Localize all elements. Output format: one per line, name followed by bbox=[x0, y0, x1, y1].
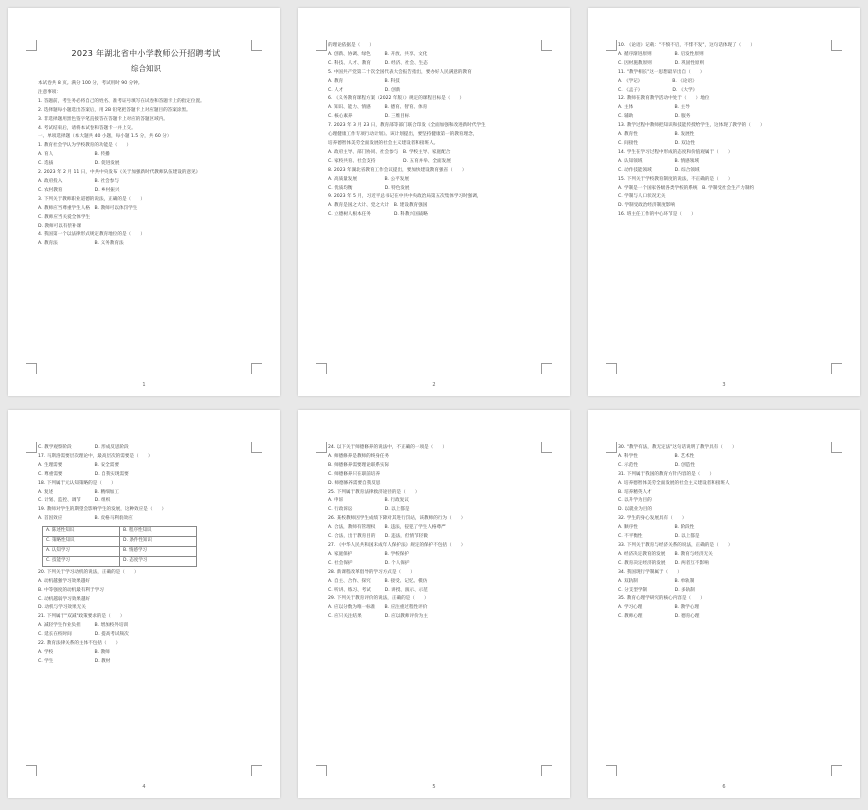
text-line: C. 以升学为目的 bbox=[618, 498, 652, 504]
text-line: 34. 我国现行学制属于（ ） bbox=[618, 569, 682, 575]
text-line: 12. 教师在教育教学活动中处于（ ）地位 bbox=[618, 96, 710, 102]
page-number: 3 bbox=[722, 382, 726, 388]
text-line: 1. 答题前，考生务必将自己的姓名、准考证号填写在试卷和答题卡上的指定位置。 bbox=[38, 98, 205, 104]
text-line: A. 家庭保护 B. 学校保护 bbox=[328, 551, 409, 557]
document-page-1 bbox=[8, 8, 280, 396]
text-line: C. 动作技能领域 D. 综合领域 bbox=[618, 167, 700, 173]
text-line: B. 师德修养需要理论联系实际 bbox=[328, 462, 390, 468]
text-line: 本试卷共 8 页。满分 100 分，考试用时 90 分钟。 bbox=[38, 81, 143, 86]
crop-mark bbox=[251, 442, 262, 453]
crop-mark bbox=[26, 765, 37, 776]
document-page-2 bbox=[298, 8, 570, 396]
text-line: C. 教师应当关爱全体学生 bbox=[38, 214, 91, 220]
crop-mark bbox=[606, 765, 617, 776]
text-line: C. 分支型学制 D. 多轨制 bbox=[618, 587, 695, 593]
text-line: 7. 2023 年 3 月 23 日，教育部等部门联合印发《全面加强和改进新时代学生 bbox=[328, 123, 486, 129]
table-cell: B. 程序性知识 bbox=[120, 527, 197, 537]
table-cell: C. 技能学习 bbox=[43, 556, 120, 566]
crop-mark bbox=[26, 40, 37, 51]
text-line: 16. 班主任工作的中心环节是（ ） bbox=[618, 212, 696, 218]
text-line: A. 《学记》 B. 《论语》 bbox=[618, 78, 697, 84]
text-line: D. 以就业为目的 bbox=[618, 507, 653, 513]
text-line: C. 教学观察阶段 D. 形成反思阶段 bbox=[38, 445, 129, 450]
text-line: A. 教育 B. 科技 bbox=[328, 78, 400, 84]
crop-mark bbox=[606, 442, 617, 453]
text-line: 的理论依据是（ ） bbox=[328, 43, 374, 48]
table-row bbox=[43, 537, 197, 547]
text-line: 22. 教育法律关系的主体不包括（ ） bbox=[38, 641, 121, 647]
table-cell: B. 情感学习 bbox=[120, 546, 197, 556]
page-number: 5 bbox=[432, 784, 436, 790]
page-subtitle: 综合知识 bbox=[131, 64, 161, 73]
page-number: 2 bbox=[432, 382, 436, 388]
text-line: A. 主体 B. 主导 bbox=[618, 105, 690, 111]
text-line: C. 学制与人口状况无关 bbox=[618, 194, 666, 200]
text-line: B. 中等强度的动机最有利于学习 bbox=[38, 587, 104, 593]
crop-mark bbox=[541, 765, 552, 776]
text-line: C. 社会保护 D. 个人保护 bbox=[328, 560, 410, 566]
body-text bbox=[328, 444, 544, 622]
text-line: C. 应只关注结果 D. 应以教师评价为主 bbox=[328, 614, 428, 620]
text-line: A. 减轻学生作业负担 B. 增加校外培训 bbox=[38, 623, 129, 629]
text-line: A. 生理需要 B. 安全需要 bbox=[38, 462, 119, 468]
crop-mark bbox=[316, 40, 327, 51]
text-line: 10. 《论语》记载："不愤不启，不悱不发"，这句话体现了（ ） bbox=[618, 43, 756, 48]
crop-mark bbox=[251, 40, 262, 51]
body-text bbox=[38, 80, 254, 249]
document-page-3 bbox=[588, 8, 860, 396]
text-line: 24. 以下关于师德修养的说法中，不正确的一项是（ ） bbox=[328, 445, 448, 450]
text-line: D. 教师可以有偿补课 bbox=[38, 223, 82, 229]
crop-mark bbox=[316, 442, 327, 453]
text-line: A. 教师应当尊重学生人格 B. 教师可以体罚学生 bbox=[38, 205, 138, 211]
text-line: A. 知识、能力、情感 B. 德育、智育、体育 bbox=[328, 105, 428, 111]
table-row bbox=[43, 546, 197, 556]
text-line: 20. 下列关于学习动机的说法，正确的是（ ） bbox=[38, 569, 139, 575]
text-line: 2. 选择题每小题选出答案后，用 2B 铅笔把答题卡上对应题目的答案涂黑。 bbox=[38, 107, 191, 113]
table-cell: A. 陈述性知识 bbox=[43, 527, 120, 537]
text-line: A. 师德修养是教师的终身任务 bbox=[328, 453, 390, 459]
text-line: C. 教育决定经济的发展 D. 两者互不影响 bbox=[618, 560, 709, 566]
text-line: 5. 中国共产党第二十次全国代表大会报告指出，要办好人民满意的教育 bbox=[328, 69, 472, 75]
text-line: A. 学校 B. 教师 bbox=[38, 649, 110, 655]
text-line: A. 认知领域 B. 情感领域 bbox=[618, 158, 699, 164]
text-line: 19. 教师对学生的期望会影响学生的发展，这种效应是（ ） bbox=[38, 507, 167, 513]
text-line: A. 循序渐进原则 B. 启发性原则 bbox=[618, 51, 704, 57]
text-line: C. 家校共育、社会支持 D. 五育并举、全面发展 bbox=[328, 158, 451, 164]
text-line: 4. 考试结束后，请将本试卷和答题卡一并上交。 bbox=[38, 125, 136, 131]
text-line: A. 经济决定教育的发展 B. 教育与经济无关 bbox=[618, 551, 713, 557]
text-line: C. 辅助 D. 服务 bbox=[618, 114, 691, 120]
text-line: 13. 教学过程中教师把知识和技能传授给学生，这体现了教学的（ ） bbox=[618, 123, 765, 129]
text-line: C. 计划、监控、调节 D. 组织 bbox=[38, 498, 111, 504]
text-line: A. 学制是一个国家各级各类学校的系统 B. 学制受社会生产力制约 bbox=[618, 185, 755, 191]
text-line: C. 不平衡性 D. 以上都是 bbox=[618, 534, 700, 540]
crop-mark bbox=[251, 363, 262, 374]
text-line: 21. 下列属于"双减"政策要求的是（ ） bbox=[38, 614, 125, 620]
table-row bbox=[43, 527, 197, 537]
text-line: C. 听讲、练习、考试 D. 讲授、演示、示范 bbox=[328, 587, 428, 593]
text-line: A. 合法，教师有管理权 B. 违法，侵犯了学生人格尊严 bbox=[328, 525, 446, 531]
text-line: C. 行政诉讼 D. 以上都是 bbox=[328, 507, 410, 513]
text-line: 27. 《中华人民共和国未成年人保护法》规定的保护不包括（ ） bbox=[328, 542, 466, 548]
text-line: A. 应以分数为唯一标准 B. 应注重过程性评价 bbox=[328, 605, 428, 611]
text-line: A. 教育是国之大计、党之大计 B. 建设教育强国 bbox=[328, 203, 428, 209]
crop-mark bbox=[26, 442, 37, 453]
text-line: C. 选拔 D. 促进发展 bbox=[38, 161, 120, 167]
document-page-6 bbox=[588, 410, 860, 798]
text-line: 2. 2023 年 2 月 11 日，中共中央发布《关于加强新时代教师队伍建设的意见》 bbox=[38, 170, 201, 176]
text-line: 28. 新课程改革倡导的学习方式是（ ） bbox=[328, 569, 415, 575]
crop-mark bbox=[541, 40, 552, 51]
text-line: C. 立德树人根本任务 D. 科教兴国战略 bbox=[328, 212, 428, 218]
body-text bbox=[328, 42, 544, 220]
text-line: A. 政府投入 B. 社会参与 bbox=[38, 178, 119, 184]
text-line: 26. 某校教师因学生成绩下降对其进行罚站，该教师的行为（ ） bbox=[328, 516, 466, 522]
text-line: C. 教师心理 D. 德育心理 bbox=[618, 614, 700, 620]
crop-mark bbox=[831, 40, 842, 51]
options-table bbox=[42, 526, 197, 567]
page-title: 2023 年湖北省中小学教师公开招聘考试 bbox=[71, 49, 221, 58]
text-line: C. 师德修养只在职前培养 bbox=[328, 471, 381, 477]
text-line: 35. 教育心理学研究的核心内容是（ ） bbox=[618, 596, 705, 602]
page-number: 4 bbox=[142, 784, 146, 790]
text-line: 32. 学生的身心发展具有（ ） bbox=[618, 516, 687, 522]
crop-mark bbox=[831, 363, 842, 374]
body-text bbox=[618, 42, 834, 220]
text-line: A. 复述 B. 精细加工 bbox=[38, 489, 119, 495]
text-line: A. 教育性 B. 发展性 bbox=[618, 132, 695, 138]
text-line: C. 农村教育 D. 乡村振兴 bbox=[38, 187, 120, 193]
page-number: 6 bbox=[722, 784, 726, 790]
text-line: 一、单项选择题（本大题共 40 小题，每小题 1.5 分，共 60 分） bbox=[38, 134, 172, 140]
text-line: 29. 下列关于教育评价的说法，正确的是（ ） bbox=[328, 596, 429, 602]
text-line: 3. 下列关于教师职业道德的说法，正确的是（ ） bbox=[38, 196, 145, 202]
text-line: 31. 下列属于我国的教育方针内容的是（ ） bbox=[618, 471, 715, 477]
text-line: 3. 非选择题用黑色签字笔直接答在答题卡上对应的答题区域内。 bbox=[38, 116, 168, 122]
page-number: 1 bbox=[142, 382, 146, 388]
text-line: C. 《孟子》 D. 《大学》 bbox=[618, 87, 698, 93]
text-line: 4. 我国第一个以法律形式规定教育地位的是（ ） bbox=[38, 232, 145, 238]
text-line: D. 学制受政治经济制度影响 bbox=[618, 203, 675, 209]
text-line: 33. 下列关于教育与经济关系的说法，正确的是（ ） bbox=[618, 542, 733, 548]
text-line: 17. 马斯洛需要层次理论中，最高层次的需要是（ ） bbox=[38, 453, 153, 459]
text-line: C. 人才 D. 创新 bbox=[328, 87, 401, 93]
text-line: 14. 学生在学习过程中形成的态度和价值观属于（ ） bbox=[618, 149, 733, 155]
text-line: A. 自主、合作、探究 B. 接受、记忆、模仿 bbox=[328, 578, 428, 584]
table-cell: C. 策略性知识 bbox=[43, 537, 120, 547]
text-line: C. 核心素养 D. 三维目标 bbox=[328, 114, 410, 120]
text-line: A. 政府主导、部门协同、社会参与 B. 学校主导、家庭配合 bbox=[328, 149, 451, 155]
table-cell: D. 态度学习 bbox=[120, 556, 197, 566]
text-line: 11. "教学相长"这一思想最早出自（ ） bbox=[618, 69, 705, 75]
text-line: 培养德智体美劳全面发展的社会主义建设者和接班人。 bbox=[328, 140, 439, 146]
text-line: D. 动机与学习效果无关 bbox=[38, 605, 86, 611]
crop-mark bbox=[831, 442, 842, 453]
text-line: A. 动机越强学习效果越好 bbox=[38, 578, 90, 584]
text-line: A. 科学性 B. 艺术性 bbox=[618, 453, 695, 459]
text-line: A. 学习心理 B. 教学心理 bbox=[618, 605, 699, 611]
crop-mark bbox=[26, 363, 37, 374]
text-line: 18. 下列属于元认知策略的是（ ） bbox=[38, 480, 116, 486]
document-page-5 bbox=[298, 410, 570, 798]
text-line: 心理健康工作专项行动计划》。该计划提出，要坚持健康第一的教育理念， bbox=[328, 132, 478, 138]
text-line: C. 间接性 D. 双边性 bbox=[618, 140, 695, 146]
crop-mark bbox=[606, 363, 617, 374]
text-line: A. 育人 B. 传播 bbox=[38, 152, 110, 158]
body-text bbox=[38, 444, 254, 667]
text-line: A. 首因效应 B. 皮格马利翁效应 bbox=[38, 516, 133, 522]
text-line: A. 双轨制 B. 单轨制 bbox=[618, 578, 695, 584]
text-line: 15. 下列关于学校教育制度的说法，不正确的是（ ） bbox=[618, 176, 733, 182]
crop-mark bbox=[606, 40, 617, 51]
text-line: A. 高质量发展 B. 公平发展 bbox=[328, 176, 409, 182]
text-line: A. 顺序性 B. 阶段性 bbox=[618, 525, 695, 531]
text-line: 1. 教育社会学认为学校教育的功能是（ ） bbox=[38, 143, 132, 149]
text-line: 9. 2023 年 5 月，习近平总书记在中共中央政治局第五次集体学习时强调， bbox=[328, 194, 482, 200]
text-line: A. 培养德智体美劳全面发展的社会主义建设者和接班人 bbox=[618, 480, 730, 486]
text-line: 注意事项： bbox=[38, 89, 61, 95]
table-row bbox=[43, 556, 197, 566]
text-line: C. 尊重需要 D. 自我实现需要 bbox=[38, 471, 129, 477]
text-line: B. 培养精英人才 bbox=[618, 489, 652, 495]
text-line: D. 师德修养需要自我反思 bbox=[328, 480, 381, 486]
text-line: A. 创新、协调、绿色 B. 开放、共享、文化 bbox=[328, 51, 428, 57]
crop-mark bbox=[251, 765, 262, 776]
document-page-4 bbox=[8, 410, 280, 798]
text-line: C. 学生 D. 教材 bbox=[38, 658, 111, 664]
body-text bbox=[618, 444, 834, 622]
text-line: 6. 《义务教育课程方案（2022 年版）》规定的课程目标是（ ） bbox=[328, 96, 465, 102]
crop-mark bbox=[316, 765, 327, 776]
table-cell: A. 认知学习 bbox=[43, 546, 120, 556]
text-line: C. 优质均衡 D. 特色发展 bbox=[328, 185, 410, 191]
text-line: C. 因材施教原则 D. 巩固性原则 bbox=[618, 60, 705, 66]
crop-mark bbox=[541, 442, 552, 453]
text-line: C. 科技、人才、教育 D. 经济、社会、生态 bbox=[328, 60, 428, 66]
text-line: 8. 2023 年湖北省教育工作会议提出，要加快建设教育强省（ ） bbox=[328, 167, 467, 173]
text-line: C. 动机越弱学习效果越好 bbox=[38, 596, 91, 602]
table-cell: D. 条件性知识 bbox=[120, 537, 197, 547]
text-line: C. 合法，出于教育目的 D. 违法，但情节轻微 bbox=[328, 534, 428, 540]
text-line: C. 延长在校时间 D. 提高考试频次 bbox=[38, 632, 129, 638]
text-line: A. 申诉 B. 行政复议 bbox=[328, 498, 409, 504]
text-line: C. 示范性 D. 创造性 bbox=[618, 462, 695, 468]
text-line: 30. "教学有法，教无定法"这句话说明了教学具有（ ） bbox=[618, 445, 737, 450]
crop-mark bbox=[541, 363, 552, 374]
text-line: 25. 下列属于教育法律救济途径的是（ ） bbox=[328, 489, 420, 495]
crop-mark bbox=[831, 765, 842, 776]
text-line: A. 教育法 B. 义务教育法 bbox=[38, 241, 124, 247]
crop-mark bbox=[316, 363, 327, 374]
